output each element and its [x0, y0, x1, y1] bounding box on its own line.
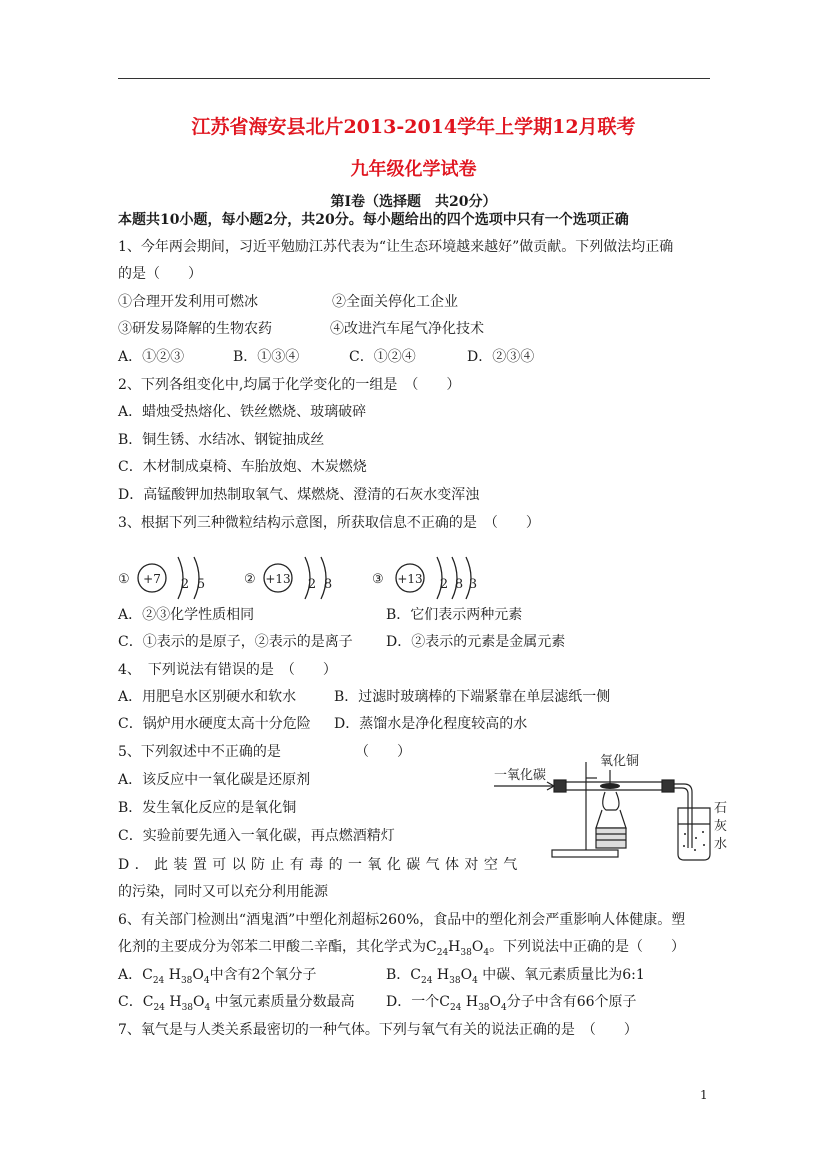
particle-1-shell-1: 2	[180, 577, 190, 592]
q6-option-a: A．$C_{24}$ $H_{38}O_4$中含有2个氧分子	[118, 967, 317, 986]
q6-option-c: C．$C_{24}$ $H_{38}O_4$ 中氢元素质量分数最高	[118, 994, 355, 1013]
q2-option-b: B．铜生锈、水结冰、钢锭抽成丝	[118, 432, 325, 448]
particle-2-nucleus: +13	[265, 572, 291, 586]
q5-option-a: A．该反应中一氧化碳是还原剂	[118, 772, 311, 788]
q1-item-1: ①合理开发利用可燃冰	[118, 294, 258, 310]
q6-stem-line1: 6、有关部门检测出“酒鬼酒”中塑化剂超标260%，食品中的塑化剂会严重影响人体健康。塑	[118, 912, 686, 928]
q5-answer-paren: （ ）	[355, 744, 411, 760]
formula-c-count: 24	[436, 947, 449, 958]
q4-option-d: D．蒸馏水是净化程度较高的水	[334, 716, 528, 732]
q6-stem-post: 。下列说法中正确的是（ ）	[489, 939, 686, 955]
q1-stem-line1: 1、今年两会期间，习近平勉励江苏代表为“让生态环境越来越好”做贡献。下列做法均正确	[118, 239, 674, 255]
particle-3-shell-3: 3	[468, 577, 478, 592]
particle-1-label: ①	[118, 572, 130, 587]
particle-2-shell-2: 8	[323, 577, 333, 592]
particle-3-shell-2: 8	[454, 577, 464, 592]
page-number: 1	[700, 1088, 708, 1102]
q6-option-d: D．一个$C_{24}$ $H_{38}O_4$分子中含有66个原子	[386, 994, 637, 1013]
q5-option-c: C．实验前要先通入一氧化碳，再点燃酒精灯	[118, 828, 395, 844]
instructions: 本题共10小题，每小题2分，共20分。每小题给出的四个选项中只有一个选项正确	[118, 212, 629, 228]
q1-item-3: ③研发易降解的生物农药	[118, 321, 272, 337]
q5-option-b: B．发生氧化反应的是氧化铜	[118, 800, 297, 816]
q1-stem-line2: 的是（ ）	[118, 266, 202, 282]
apparatus-limewater-label-2: 灰	[714, 819, 728, 834]
header-rule	[118, 78, 710, 79]
q2-option-a: A．蜡烛受热熔化、铁丝燃烧、玻璃破碎	[118, 404, 367, 420]
apparatus-limewater-label-1: 石	[714, 801, 728, 816]
q3-stem: 3、根据下列三种微粒结构示意图，所获取信息不正确的是 （ ）	[118, 515, 540, 531]
section-heading: 第Ⅰ卷（选择题 共20分）	[330, 194, 497, 210]
apparatus-limewater-label-3: 水	[714, 837, 728, 852]
q4-option-a: A．用肥皂水区别硬水和软水	[118, 689, 297, 705]
q4-option-c: C．锅炉用水硬度太高十分危险	[118, 716, 311, 732]
q1-option-b: B．①③④	[233, 349, 300, 365]
q3-option-a: A．②③化学性质相同	[118, 607, 255, 623]
co-reduction-apparatus	[492, 748, 732, 866]
q2-option-c: C．木材制成桌椅、车胎放炮、木炭燃烧	[118, 459, 367, 475]
q3-option-d: D．②表示的元素是金属元素	[386, 634, 566, 650]
particle-2-shell-1: 2	[307, 577, 317, 592]
particle-3-label: ③	[372, 572, 384, 587]
particle-2-label: ②	[244, 572, 256, 587]
exam-subtitle: 九年级化学试卷	[350, 159, 477, 180]
q5-stem: 5、下列叙述中不正确的是	[118, 744, 281, 760]
q1-option-c: C．①②④	[349, 349, 416, 365]
particle-1-nucleus: +7	[143, 572, 161, 586]
q6-stem-pre: 化剂的主要成分为邻苯二甲酸二辛酯，其化学式为C	[118, 939, 437, 955]
formula-h-count: 38	[460, 947, 472, 958]
q6-option-b: B．$C_{24}$ $H_{38}O_4$ 中碳、氧元素质量比为6:1	[386, 967, 645, 986]
exam-title: 江苏省海安县北片2013-2014学年上学期12月联考	[191, 116, 636, 138]
apparatus-gas-label: 一氧化碳	[494, 768, 547, 783]
q3-option-b: B．它们表示两种元素	[386, 607, 523, 623]
q1-item-2: ②全面关停化工企业	[332, 294, 458, 310]
particle-3-shell-1: 2	[439, 577, 449, 592]
q7-stem: 7、氧气是与人类关系最密切的一种气体。下列与氧气有关的说法正确的是 （ ）	[118, 1022, 638, 1038]
q1-option-d: D．②③④	[467, 349, 535, 365]
q4-stem: 4、 下列说法有错误的是 （ ）	[118, 662, 337, 678]
particle-3-nucleus: +13	[397, 572, 423, 586]
q6-stem-line2: 化剂的主要成分为邻苯二甲酸二辛酯，其化学式为$C_{24}H_{38}O_4$。下列说法中正确的是（ ）	[118, 939, 686, 958]
particle-1-shell-2: 5	[196, 577, 206, 592]
formula-o-count: 4	[483, 947, 490, 958]
atom-structure-diagrams	[114, 550, 484, 606]
q3-option-c: C．①表示的是原子，②表示的是离子	[118, 634, 353, 650]
q1-item-4: ④改进汽车尾气净化技术	[330, 321, 484, 337]
q2-stem: 2、下列各组变化中,均属于化学变化的一组是 （ ）	[118, 377, 461, 393]
q4-option-b: B．过滤时玻璃棒的下端紧靠在单层滤纸一侧	[334, 689, 611, 705]
q5-option-d-continued: 的污染，同时又可以充分利用能源	[118, 884, 328, 900]
q2-option-d: D．高锰酸钾加热制取氧气、煤燃烧、澄清的石灰水变浑浊	[118, 487, 480, 503]
q1-option-a: A．①②③	[118, 349, 185, 365]
q5-option-d: D．此装置可以防止有毒的一氧化碳气体对空气	[118, 857, 523, 873]
apparatus-oxide-label: 氧化铜	[600, 754, 640, 769]
